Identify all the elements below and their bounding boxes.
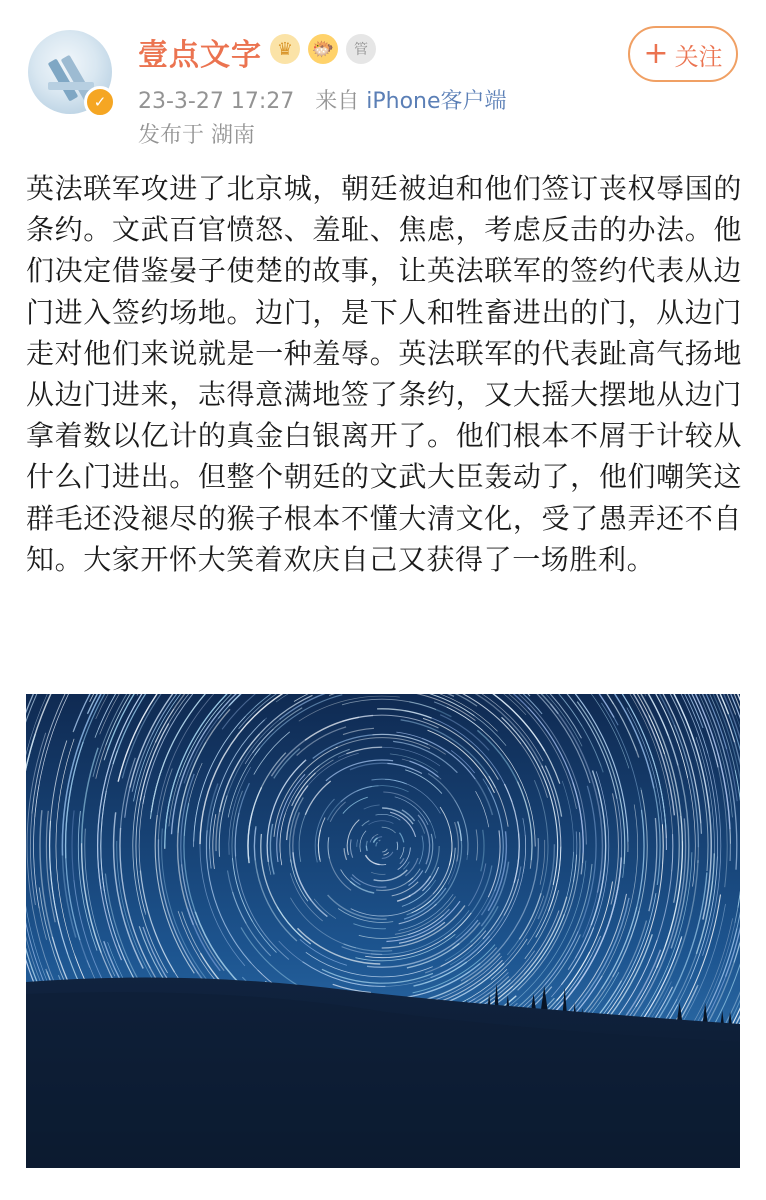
medal-badge-icon[interactable]: 管 (346, 34, 376, 64)
user-badges (270, 34, 376, 64)
post-location: 发布于 湖南 (138, 123, 255, 148)
plus-icon: + (643, 36, 669, 71)
user-name[interactable]: 壹点文字 (138, 38, 262, 73)
post-header (0, 0, 766, 160)
crown-badge-icon[interactable]: ♛ (270, 34, 300, 64)
post-image[interactable] (26, 694, 740, 1168)
star-trail-photo (26, 694, 740, 1168)
post-source-link[interactable]: iPhone客户端 (366, 89, 507, 114)
post-meta (138, 84, 507, 115)
verified-icon: ✓ (84, 86, 116, 118)
post-time: 23-3-27 17:27 (138, 89, 295, 114)
post-text: 英法联军攻进了北京城，朝廷被迫和他们签订丧权辱国的条约。文武百官愤怒、羞耻、焦虑，考虑反击的办法。他们决定借鉴晏子使楚的故事，让英法联军的签约代表从边门进入签约场地。边门，是下人和牲畜进出的门，从边门走对他们来说就是一种羞辱。英法联军的代表趾高气扬地从边门进来，志得意满地签了条约，又大摇大摆地从边门拿着数以亿计的真金白银离开了。他们根本不屑于计较从什么门进出。但整个朝廷的文武大臣轰动了，他们嘲笑这群毛还没褪尽的猴子根本不懂大清文化，受了愚弄还不自知。大家开怀大笑着欢庆自己又获得了一场胜利。 (26, 172, 742, 576)
follow-label: 关注 (674, 42, 723, 71)
follow-button[interactable] (628, 26, 738, 82)
star-trail-arc (379, 840, 381, 841)
source-prefix: 来自 (315, 89, 360, 114)
fish-badge-icon[interactable]: 🐡 (308, 34, 338, 64)
